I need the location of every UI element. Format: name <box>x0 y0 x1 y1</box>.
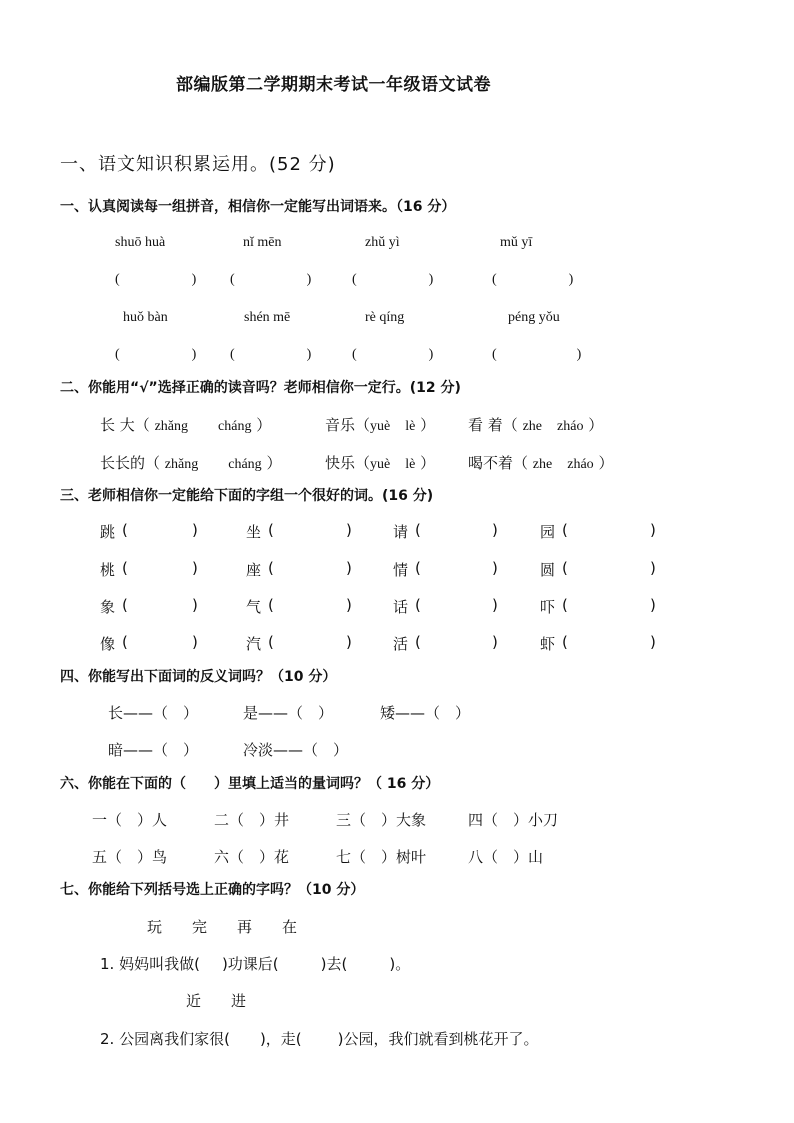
word-group-item[interactable]: 话 <box>393 598 409 616</box>
reading-choice[interactable]: 长 大（ zhǎng cháng ） <box>100 416 272 434</box>
measure-word-item[interactable]: 七（ ）树叶 <box>336 848 427 866</box>
pinyin: rè qíng <box>365 310 405 325</box>
close-paren: ) <box>492 596 498 614</box>
part-heading: 一、语文知识积累运用。(52 分) <box>60 154 336 175</box>
open-paren: ( <box>562 559 568 577</box>
answer-box[interactable]: ( ) <box>492 272 574 287</box>
word-group-item[interactable]: 跳 <box>100 523 116 541</box>
open-paren: ( <box>268 559 274 577</box>
measure-word-item[interactable]: 一（ ）人 <box>92 811 168 829</box>
section-2-heading: 二、你能用“√”选择正确的读音吗？老师相信你一定行。(12 分) <box>60 380 461 396</box>
open-paren: ( <box>562 521 568 539</box>
close-paren: ) <box>492 521 498 539</box>
open-paren: ( <box>415 596 421 614</box>
close-paren: ) <box>346 521 352 539</box>
word-group-item[interactable]: 园 <box>540 523 556 541</box>
close-paren: ) <box>346 559 352 577</box>
open-paren: ( <box>415 633 421 651</box>
word-group-item[interactable]: 吓 <box>540 598 556 616</box>
word-group-item[interactable]: 像 <box>100 635 116 653</box>
measure-word-item[interactable]: 二（ ）井 <box>214 811 290 829</box>
choice-words: 玩 完 再 在 <box>147 918 298 936</box>
close-paren: ) <box>192 559 198 577</box>
reading-choice[interactable]: 快乐（yuè lè ） <box>325 454 436 472</box>
section-4-heading: 四、你能写出下面词的反义词吗？（10 分） <box>60 669 337 685</box>
word-group-item[interactable]: 请 <box>393 523 409 541</box>
close-paren: ) <box>192 633 198 651</box>
word-group-item[interactable]: 气 <box>246 598 262 616</box>
word-group-item[interactable]: 活 <box>393 635 409 653</box>
measure-word-item[interactable]: 六（ ）花 <box>214 848 290 866</box>
measure-word-item[interactable]: 三（ ）大象 <box>336 811 427 829</box>
answer-box[interactable]: ( ) <box>492 347 582 362</box>
close-paren: ) <box>192 596 198 614</box>
open-paren: ( <box>122 559 128 577</box>
open-paren: ( <box>415 559 421 577</box>
close-paren: ) <box>492 633 498 651</box>
close-paren: ) <box>192 521 198 539</box>
page-title: 部编版第二学期期末考试一年级语文试卷 <box>176 75 491 95</box>
close-paren: ) <box>346 596 352 614</box>
pinyin: nǐ mēn <box>243 235 282 250</box>
sentence-1[interactable]: 1. 妈妈叫我做( )功课后( )去( )。 <box>100 955 411 973</box>
word-group-item[interactable]: 圆 <box>540 561 556 579</box>
open-paren: ( <box>268 633 274 651</box>
pinyin: péng yǒu <box>508 310 560 325</box>
antonym-item[interactable]: 是——（ ） <box>243 704 334 722</box>
antonym-item[interactable]: 矮——（ ） <box>380 704 471 722</box>
section-1-heading: 一、认真阅读每一组拼音，相信你一定能写出词语来。（16 分） <box>60 199 456 215</box>
word-group-item[interactable]: 虾 <box>540 635 556 653</box>
measure-word-item[interactable]: 四（ ）小刀 <box>468 811 559 829</box>
open-paren: ( <box>268 521 274 539</box>
word-group-item[interactable]: 桃 <box>100 561 116 579</box>
close-paren: ) <box>650 596 656 614</box>
answer-box[interactable]: ( ) <box>230 347 312 362</box>
close-paren: ) <box>650 633 656 651</box>
pinyin: shén mē <box>244 310 291 325</box>
open-paren: ( <box>562 596 568 614</box>
antonym-item[interactable]: 长——（ ） <box>108 704 199 722</box>
open-paren: ( <box>122 633 128 651</box>
answer-box[interactable]: ( ) <box>352 347 434 362</box>
open-paren: ( <box>415 521 421 539</box>
section-6-heading: 六、你能在下面的（ ）里填上适当的量词吗？（ 16 分） <box>60 776 440 792</box>
close-paren: ) <box>346 633 352 651</box>
word-group-item[interactable]: 汽 <box>246 635 262 653</box>
antonym-item[interactable]: 暗——（ ） <box>108 741 199 759</box>
open-paren: ( <box>562 633 568 651</box>
word-group-item[interactable]: 座 <box>246 561 262 579</box>
pinyin: shuō huà <box>115 235 166 250</box>
section-7-heading: 七、你能给下列括号选上正确的字吗？（10 分） <box>60 882 365 898</box>
open-paren: ( <box>122 596 128 614</box>
reading-choice[interactable]: 长长的（ zhǎng cháng ） <box>100 454 282 472</box>
pinyin: mǔ yī <box>500 235 533 250</box>
pinyin: huǒ bàn <box>123 310 168 325</box>
antonym-item[interactable]: 冷淡——（ ） <box>243 741 349 759</box>
reading-choice[interactable]: 喝不着（ zhe zháo ） <box>468 454 614 472</box>
answer-box[interactable]: ( ) <box>115 347 197 362</box>
choice-words: 近 进 <box>186 992 247 1010</box>
open-paren: ( <box>268 596 274 614</box>
word-group-item[interactable]: 象 <box>100 598 116 616</box>
word-group-item[interactable]: 情 <box>393 561 409 579</box>
word-group-item[interactable]: 坐 <box>246 523 262 541</box>
measure-word-item[interactable]: 八（ ）山 <box>468 848 544 866</box>
reading-choice[interactable]: 音乐（yuè lè ） <box>325 416 436 434</box>
answer-box[interactable]: ( ) <box>115 272 197 287</box>
answer-box[interactable]: ( ) <box>352 272 434 287</box>
close-paren: ) <box>650 521 656 539</box>
reading-choice[interactable]: 看 着（ zhe zháo ） <box>468 416 604 434</box>
close-paren: ) <box>492 559 498 577</box>
section-3-heading: 三、老师相信你一定能给下面的字组一个很好的词。(16 分) <box>60 488 434 504</box>
measure-word-item[interactable]: 五（ ）鸟 <box>92 848 168 866</box>
pinyin: zhǔ yì <box>365 235 400 250</box>
close-paren: ) <box>650 559 656 577</box>
answer-box[interactable]: ( ) <box>230 272 312 287</box>
open-paren: ( <box>122 521 128 539</box>
sentence-2[interactable]: 2. 公园离我们家很( )，走( )公园，我们就看到桃花开了。 <box>100 1030 539 1048</box>
